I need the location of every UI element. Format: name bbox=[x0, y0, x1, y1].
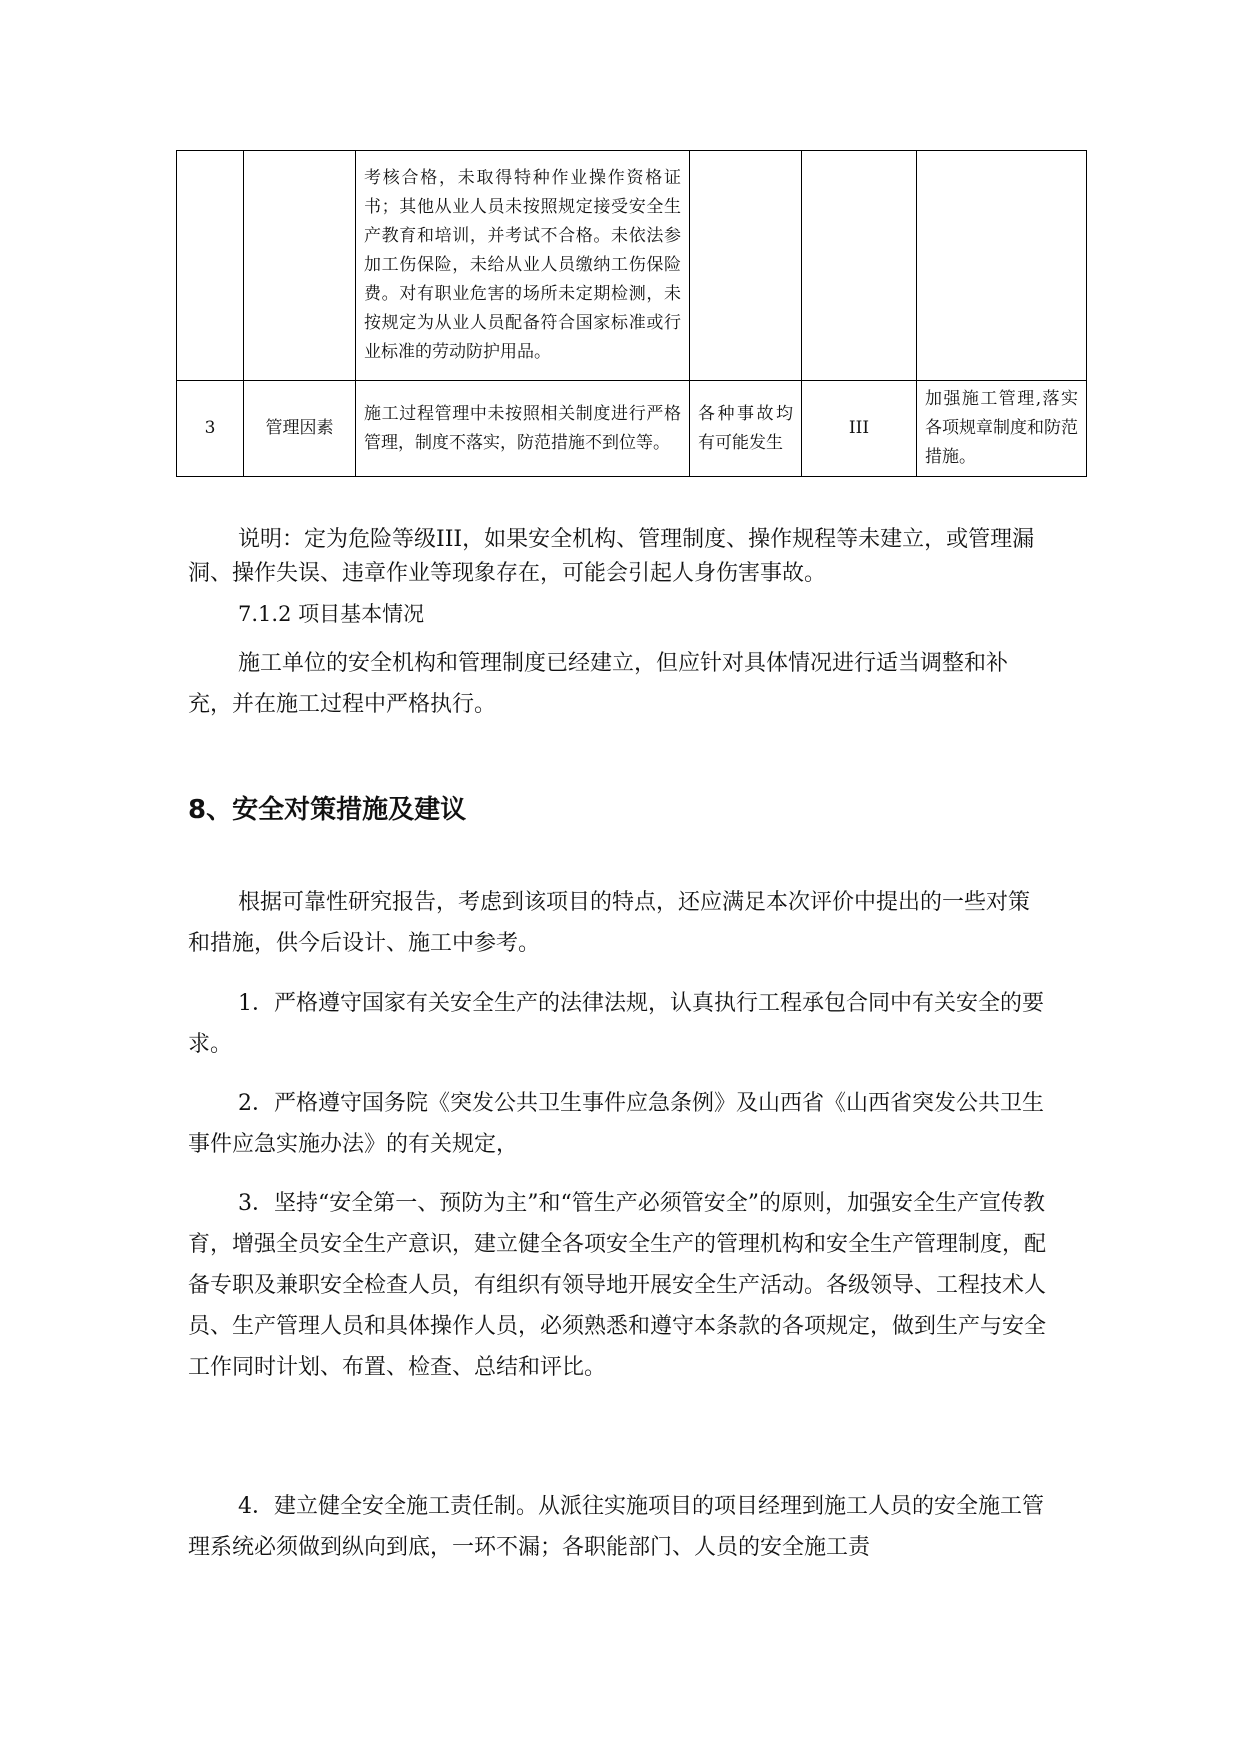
cell-description: 考核合格，未取得特种作业操作资格证书；其他从业人员未按照规定接受安全生产教育和培训，并考试不合格。未依法参加工伤保险，未给从业人员缴纳工伤保险费。对有职业危害的场所未定期检测，未按规定为从业人员配备符合国家标准或行业标准的劳动防护用品。 bbox=[356, 151, 690, 381]
list-item: 4．建立健全安全施工责任制。从派往实施项目的项目经理到施工人员的安全施工管理系统必须做到纵向到底，一环不漏；各职能部门、人员的安全施工责 bbox=[188, 1494, 1044, 1560]
intro-paragraph: 根据可靠性研究报告，考虑到该项目的特点，还应满足本次评价中提出的一些对策和措施，供今后设计、施工中参考。 bbox=[188, 890, 1031, 956]
table-row bbox=[177, 381, 1087, 477]
cell-measures: 加强施工管理,落实各项规章制度和防范措施。 bbox=[917, 381, 1087, 477]
list-item: 2．严格遵守国务院《突发公共卫生事件应急条例》及山西省《山西省突发公共卫生事件应急实施办法》的有关规定， bbox=[188, 1091, 1044, 1157]
subsection-paragraph: 施工单位的安全机构和管理制度已经建立，但应针对具体情况进行适当调整和补充，并在施工过程中严格执行。 bbox=[188, 651, 1009, 717]
cell-factor bbox=[244, 151, 356, 381]
cell-level bbox=[802, 151, 917, 381]
cell-accident: 各种事故均有可能发生 bbox=[690, 381, 802, 477]
section-title: 8、安全对策措施及建议 bbox=[188, 795, 467, 825]
cell-level: III bbox=[802, 381, 917, 477]
cell-accident bbox=[690, 151, 802, 381]
risk-table bbox=[176, 150, 1087, 477]
note-paragraph: 说明：定为危险等级III，如果安全机构、管理制度、操作规程等未建立，或管理漏洞、操作失误、违章作业等现象存在，可能会引起人身伤害事故。 bbox=[188, 527, 1035, 586]
cell-no bbox=[177, 151, 244, 381]
list-item: 3．坚持“安全第一、预防为主”和“管生产必须管安全”的原则，加强安全生产宣传教育，增强全员安全生产意识，建立健全各项安全生产的管理机构和安全生产管理制度，配备专职及兼职安全检查人员，有组织有领导地开展安全生产活动。各级领导、工程技术人员、生产管理人员和具体操作人员，必须熟悉和遵守本条款的各项规定，做到生产与安全工作同时计划、布置、检查、总结和评比。 bbox=[188, 1191, 1047, 1380]
subsection-title: 7.1.2 项目基本情况 bbox=[238, 602, 425, 626]
cell-no: 3 bbox=[177, 381, 244, 477]
cell-description: 施工过程管理中未按照相关制度进行严格管理，制度不落实，防范措施不到位等。 bbox=[356, 381, 690, 477]
table-row bbox=[177, 151, 1087, 381]
cell-measures bbox=[917, 151, 1087, 381]
cell-factor: 管理因素 bbox=[244, 381, 356, 477]
list-item: 1．严格遵守国家有关安全生产的法律法规，认真执行工程承包合同中有关安全的要求。 bbox=[188, 991, 1044, 1057]
